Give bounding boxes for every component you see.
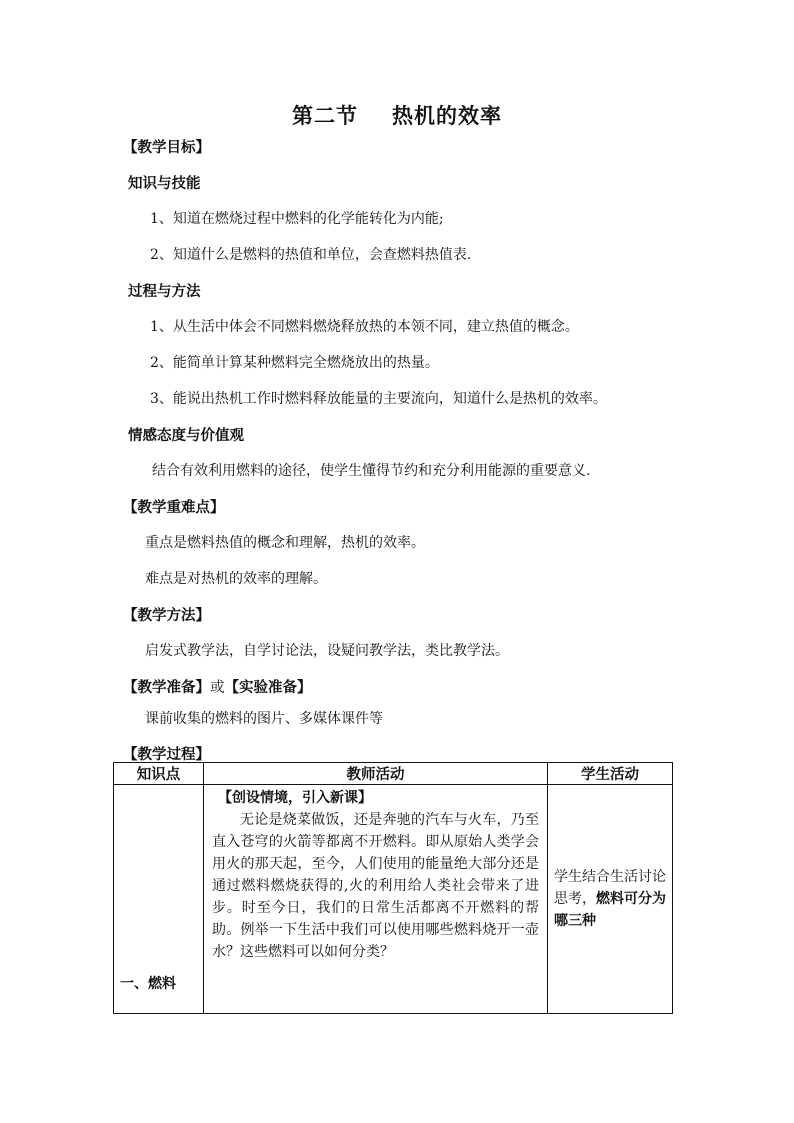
teaching-process-table <box>113 762 673 1014</box>
preparation-heading <box>123 676 312 697</box>
col-header-student-activity: 学生活动 <box>548 763 673 785</box>
student-activity-text: 学生结合生活讨论思考， <box>554 869 666 907</box>
or-label: 或 <box>210 680 225 696</box>
emotion-values-heading: 情感态度与价值观 <box>128 427 244 444</box>
col-header-teacher-activity: 教师活动 <box>204 763 548 785</box>
teacher-activity-cell <box>204 785 548 1014</box>
title-topic: 热机的效率 <box>392 103 502 128</box>
process-item-3: 3、能说出热机工作时燃料释放能量的主要流向，知道什么是热机的效率。 <box>150 391 607 407</box>
key-points-heading: 【教学重难点】 <box>123 499 225 516</box>
difficult-point: 难点是对热机的效率的理解。 <box>145 571 327 587</box>
emotion-item-1: 结合有效利用燃料的途径，使学生懂得节约和充分利用能源的重要意义. <box>152 463 591 479</box>
teaching-process-heading: 【教学过程】 <box>123 746 210 763</box>
student-activity-bold-text: 燃料可分为哪三种 <box>554 891 666 929</box>
table-row <box>114 785 673 1014</box>
knowledge-item-2: 2、知道什么是燃料的热值和单位，会查燃料热值表. <box>150 247 472 263</box>
table-header-row <box>114 763 673 785</box>
knowledge-point-label: 一、燃料 <box>120 976 176 992</box>
process-methods-heading: 过程与方法 <box>128 283 201 300</box>
knowledge-skills-heading: 知识与技能 <box>128 175 201 192</box>
methods-heading: 【教学方法】 <box>123 607 210 624</box>
process-item-1: 1、从生活中体会不同燃料燃烧释放热的本领不同，建立热值的概念。 <box>150 319 579 335</box>
teacher-activity-body: 无论是烧菜做饭，还是奔驰的汽车与火车，乃至直入苍穹的火箭等都离不开燃料。即从原始人类学会用火的那天起，至今，人们使用的能量绝大部分还是通过燃料燃烧获得的,火的利用给人类社会带来了进步。时至今日，我们的日常生活都离不开燃料的帮助。例举一下生活中我们可以使用哪些燃料烧开一壶水？这些燃料可以如何分类？ <box>212 812 539 960</box>
key-point: 重点是燃料热值的概念和理解，热机的效率。 <box>145 535 425 551</box>
teaching-preparation-label: 【教学准备】 <box>123 679 210 696</box>
knowledge-item-1: 1、知道在燃烧过程中燃料的化学能转化为内能; <box>150 211 444 227</box>
teacher-activity-subheading: 【创设情境，引入新课】 <box>218 790 372 806</box>
process-item-2: 2、能简单计算某种燃料完全燃烧放出的热量。 <box>150 355 439 371</box>
experiment-preparation-label: 【实验准备】 <box>224 679 312 696</box>
preparation-text: 课前收集的燃料的图片、多媒体课件等 <box>145 711 383 727</box>
student-activity-cell <box>548 785 673 1014</box>
page-title <box>0 100 794 130</box>
methods-text: 启发式教学法，自学讨论法，设疑问教学法，类比教学法。 <box>145 643 509 659</box>
title-section-number: 第二节 <box>292 103 358 128</box>
col-header-knowledge-point: 知识点 <box>114 763 204 785</box>
knowledge-point-cell <box>114 785 204 1014</box>
objectives-heading: 【教学目标】 <box>123 139 210 156</box>
